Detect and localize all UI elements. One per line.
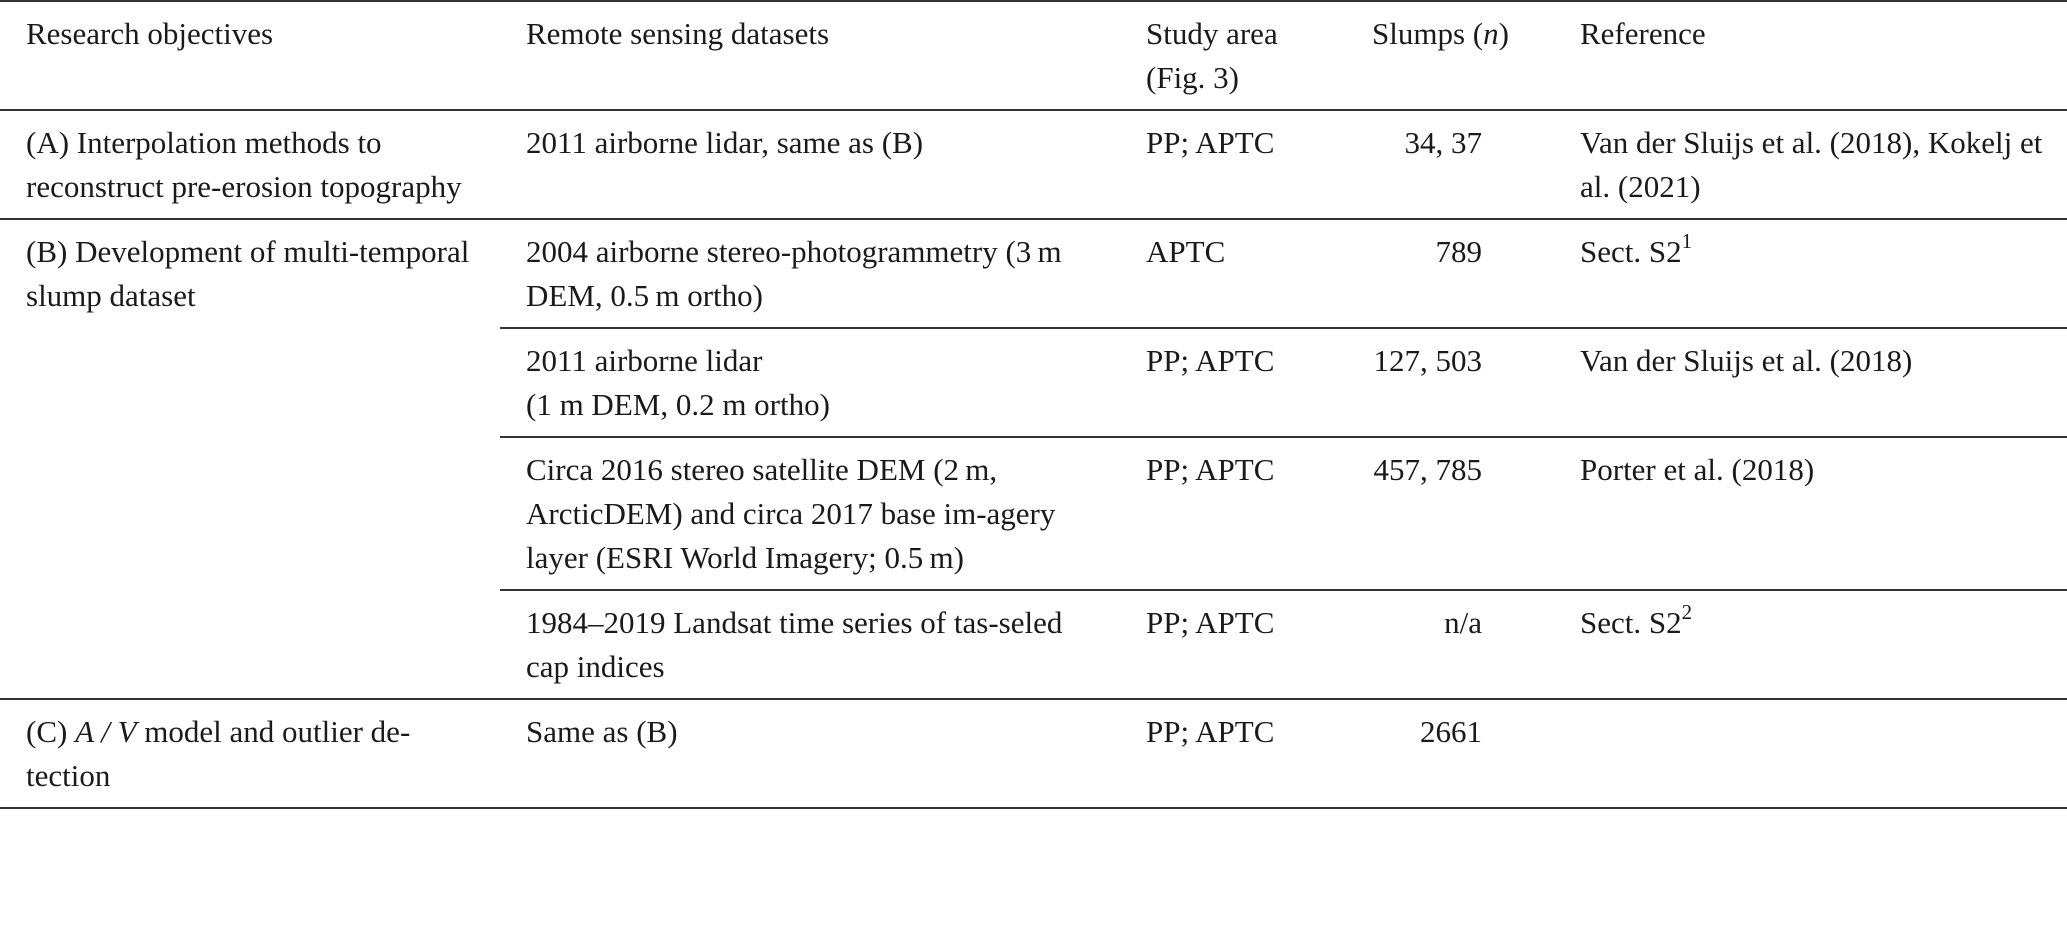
dataset-cell: Circa 2016 stereo satellite DEM (2 m, ArcticDEM) and circa 2017 base im-agery layer (ESRI World Imagery; 0.5 m) [500, 437, 1131, 590]
slumps-cell: 34, 37 [1340, 110, 1538, 219]
header-remote-sensing-datasets: Remote sensing datasets [500, 1, 1131, 110]
table-row [0, 110, 2067, 219]
header-research-objectives: Research objectives [0, 1, 500, 110]
objective-cell: (A) Interpolation methods to reconstruct pre-erosion topography [0, 110, 500, 219]
header-reference: Reference [1538, 1, 2067, 110]
header-study-area: Study area (Fig. 3) [1131, 1, 1340, 110]
reference-cell [1538, 699, 2067, 808]
header-slumps: Slumps (n) [1340, 1, 1538, 110]
study-area-cell: PP; APTC [1131, 110, 1340, 219]
reference-cell: Van der Sluijs et al. (2018) [1538, 328, 2067, 437]
dataset-cell: 2004 airborne stereo-photogrammetry (3 m DEM, 0.5 m ortho) [500, 219, 1131, 328]
study-area-cell: APTC [1131, 219, 1340, 328]
reference-cell: Sect. $S2^1$ [1538, 219, 2067, 328]
slumps-cell: 457, 785 [1340, 437, 1538, 590]
table-header-row [0, 1, 2067, 110]
dataset-cell: 2011 airborne lidar (1 m DEM, 0.2 m ortho) [500, 328, 1131, 437]
slumps-cell: 2661 [1340, 699, 1538, 808]
dataset-cell: Same as (B) [500, 699, 1131, 808]
table-row [0, 219, 2067, 328]
slumps-cell: 789 [1340, 219, 1538, 328]
dataset-cell: 1984–2019 Landsat time series of tas-seled cap indices [500, 590, 1131, 699]
study-area-cell: PP; APTC [1131, 437, 1340, 590]
objective-cell: (C) A / V model and outlier de-tection [0, 699, 500, 808]
slumps-cell: n/a [1340, 590, 1538, 699]
dataset-cell: 2011 airborne lidar, same as (B) [500, 110, 1131, 219]
reference-cell: Porter et al. (2018) [1538, 437, 2067, 590]
study-area-cell: PP; APTC [1131, 699, 1340, 808]
study-area-cell: PP; APTC [1131, 590, 1340, 699]
slumps-cell: 127, 503 [1340, 328, 1538, 437]
reference-cell: Sect. $S2^2$ [1538, 590, 2067, 699]
objective-cell: (B) Development of multi-temporal slump dataset [0, 219, 500, 699]
study-area-cell: PP; APTC [1131, 328, 1340, 437]
table-row [0, 699, 2067, 808]
reference-cell: Van der Sluijs et al. (2018), Kokelj et al. (2021) [1538, 110, 2067, 219]
